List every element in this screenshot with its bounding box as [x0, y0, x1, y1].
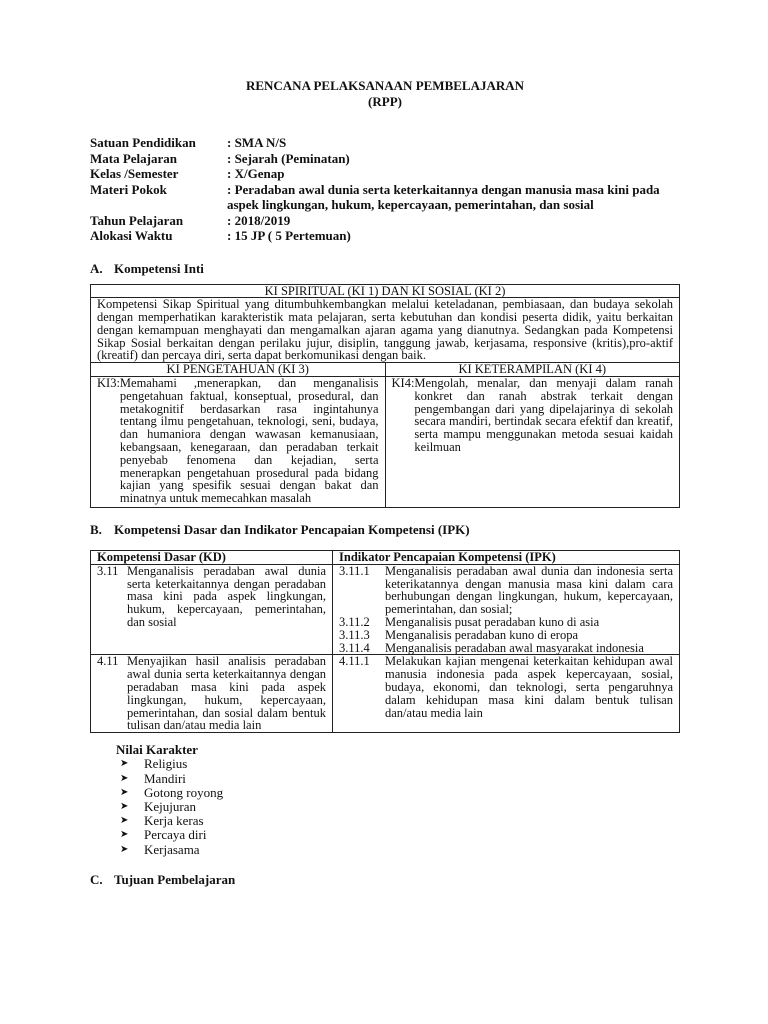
meta-row: [90, 182, 680, 213]
ipk-text: Melakukan kajian mengenai keterkaitan kehidupan awal manusia indonesia pada aspek kepercayaan, sosial, budaya, ekonomi, dan teknologi, serta pengaruhnya dalam kehidupan masa kini dalam bentuk tulisan dan/atau media lain: [385, 654, 673, 720]
meta-row: [90, 151, 680, 167]
ki3-text: Memahami ,menerapkan, dan menganalisis pengetahuan faktual, konseptual, prosedural, dan metakognitif berdasarkan rasa ingintahunya tentang ilmu pengetahuan, teknologi, seni, budaya, dan humaniora dengan wawasan kemanusiaan, kebangsaan, kenegaraan, dan peradaban terkait penyebab fenomena dan kejadian, serta menerapkan pengetahuan prosedural pada bidang kajian yang spesifik sesuai dengan bakat dan minatnya untuk memecahkan masalah: [119, 376, 379, 506]
ipk-number: 3.11.2: [339, 615, 370, 630]
list-item: [120, 772, 680, 786]
kd-text: Menyajikan hasil analisis peradaban awal dunia serta keterkaitannya dengan peradaban masa kini pada aspek lingkungan, hukum, kepercayaan, pemerintahan, dan sosial dalam bentuk tulisan dan/atau media lain: [127, 654, 326, 733]
meta-key: Tahun Pelajaran: [90, 212, 184, 228]
title-line-2: (RPP): [368, 94, 402, 109]
arrowhead-bullet-icon: ➤: [120, 772, 129, 784]
meta-row: [90, 166, 680, 182]
title-line-1: RENCANA PELAKSANAAN PEMBELAJARAN: [245, 78, 525, 93]
list-item-label: Percaya diri: [144, 827, 207, 843]
ipk-number: 3.11.3: [339, 627, 370, 642]
ki3-header: KI PENGETAHUAN (KI 3): [91, 363, 386, 377]
ki-table: [90, 284, 680, 509]
list-item-label: Kerjasama: [144, 841, 200, 857]
kd-ipk-table: [90, 550, 680, 733]
meta-value: : 2018/2019: [227, 212, 291, 228]
meta-key: Alokasi Waktu: [90, 228, 173, 243]
document-title: [90, 78, 680, 110]
kd-header: Kompetensi Dasar (KD): [91, 551, 333, 565]
meta-value: : SMA N/S: [227, 135, 287, 150]
nilai-karakter-title: Nilai Karakter: [116, 742, 198, 758]
list-item: [120, 828, 680, 842]
kd-cell: [91, 655, 333, 733]
list-item: [120, 800, 680, 814]
meta-value: : Sejarah (Peminatan): [227, 150, 350, 166]
ki3-cell: [91, 377, 386, 508]
arrowhead-bullet-icon: ➤: [120, 801, 129, 813]
meta-row: [90, 228, 680, 244]
meta-key: Satuan Pendidikan: [90, 135, 196, 150]
section-title: Tujuan Pembelajaran: [114, 871, 236, 887]
arrowhead-bullet-icon: ➤: [120, 786, 129, 798]
ki4-text: Mengolah, menalar, dan menyaji dalam ranah konkret dan ranah abstrak terkait dengan pengembangan dari yang dipelajarinya di sekolah secara mandiri, bertindak secara efektif dan kreatif, serta mampu menggunakan metoda sesuai kaidah keilmuan: [414, 376, 673, 455]
ipk-number: 4.11.1: [339, 654, 370, 669]
arrowhead-bullet-icon: ➤: [120, 815, 129, 827]
list-item: [120, 814, 680, 828]
section-title: Kompetensi Dasar dan Indikator Pencapaian Kompetensi (IPK): [114, 522, 470, 538]
meta-key: Materi Pokok: [90, 181, 167, 197]
ipk-number: 3.11.1: [339, 563, 370, 578]
section-letter: C.: [90, 871, 103, 887]
kd-text: Menganalisis peradaban awal dunia serta keterkaitannya dengan peradaban masa kini pada aspek lingkungan, hukum, kepercayaan, pemerintahan, dan sosial: [127, 563, 326, 630]
meta-row: [90, 213, 680, 229]
meta-key: Mata Pelajaran: [90, 150, 178, 166]
ipk-text: Menganalisis pusat peradaban kuno di asia: [385, 615, 600, 630]
list-item: [120, 757, 680, 771]
document-page: [90, 78, 680, 887]
list-item-label: Kerja keras: [144, 813, 204, 829]
section-letter: B.: [90, 522, 102, 538]
kd-number: 3.11: [97, 563, 119, 578]
kd-cell: [91, 564, 333, 655]
ki4-label: KI4:: [391, 376, 415, 391]
section-b-heading: [90, 522, 680, 537]
identity-block: [90, 135, 680, 244]
ipk-text: Menganalisis peradaban kuno di eropa: [385, 627, 578, 642]
list-item-label: Mandiri: [144, 770, 186, 786]
nilai-karakter-list: [116, 757, 680, 856]
meta-key: Kelas /Semester: [90, 166, 179, 181]
list-item: [120, 843, 680, 857]
ipk-number: 3.11.4: [339, 640, 370, 655]
nilai-karakter-block: [116, 743, 680, 857]
list-item: [120, 786, 680, 800]
ki4-header: KI KETERAMPILAN (KI 4): [385, 363, 680, 377]
meta-value: : X/Genap: [227, 166, 285, 181]
ipk-header: Indikator Pencapaian Kompetensi (IPK): [333, 551, 680, 565]
section-c-heading: [90, 872, 680, 887]
ki-spiritual-header: KI SPIRITUAL (KI 1) DAN KI SOSIAL (KI 2): [91, 284, 680, 298]
ipk-cell: [333, 564, 680, 655]
ipk-cell: [333, 655, 680, 733]
arrowhead-bullet-icon: ➤: [120, 829, 129, 841]
ipk-text: Menganalisis peradaban awal dunia dan indonesia serta keterikatannya dengan manusia masa kini dalam cara berhubungan dengan lingkungan, hukum, kepercayaan, pemerintahan, dan sosial;: [385, 563, 673, 617]
list-item-label: Kejujuran: [144, 799, 196, 815]
ipk-text: Menganalisis peradaban awal masyarakat indonesia: [385, 640, 644, 655]
meta-value: : Peradaban awal dunia serta keterkaitannya dengan manusia masa kini pada aspek lingkungan, hukum, kepercayaan, pemerintahan, dan sosial: [227, 181, 660, 212]
meta-row: [90, 135, 680, 151]
list-item-label: Religius: [144, 756, 188, 772]
arrowhead-bullet-icon: ➤: [120, 843, 129, 855]
section-a-heading: [90, 261, 680, 276]
ki-spiritual-text: Kompetensi Sikap Spiritual yang ditumbuhkembangkan melalui keteladanan, pembiasaan, dan budaya sekolah dengan memperhatikan karakteristik mata pelajaran, serta kebutuhan dan kondisi peserta didik, yaitu berkaitan dengan kemampuan menghayati dan mengamalkan ajaran agama yang dianutnya. Sedangkan pada Kompetensi Sikap Sosial berkaitan dengan perilaku jujur, disiplin, tanggung jawab, kerjasama, responsive (kritis),pro-aktif (kreatif) dan percaya diri, serta dapat berkomunikasi dengan baik.: [91, 298, 680, 363]
meta-value: : 15 JP ( 5 Pertemuan): [227, 228, 351, 243]
ki4-cell: [385, 377, 680, 508]
section-letter: A.: [90, 260, 103, 276]
section-title: Kompetensi Inti: [114, 260, 204, 276]
kd-number: 4.11: [97, 654, 119, 669]
list-item-label: Gotong royong: [144, 784, 224, 800]
ki3-label: KI3:: [97, 376, 120, 391]
arrowhead-bullet-icon: ➤: [120, 758, 129, 770]
